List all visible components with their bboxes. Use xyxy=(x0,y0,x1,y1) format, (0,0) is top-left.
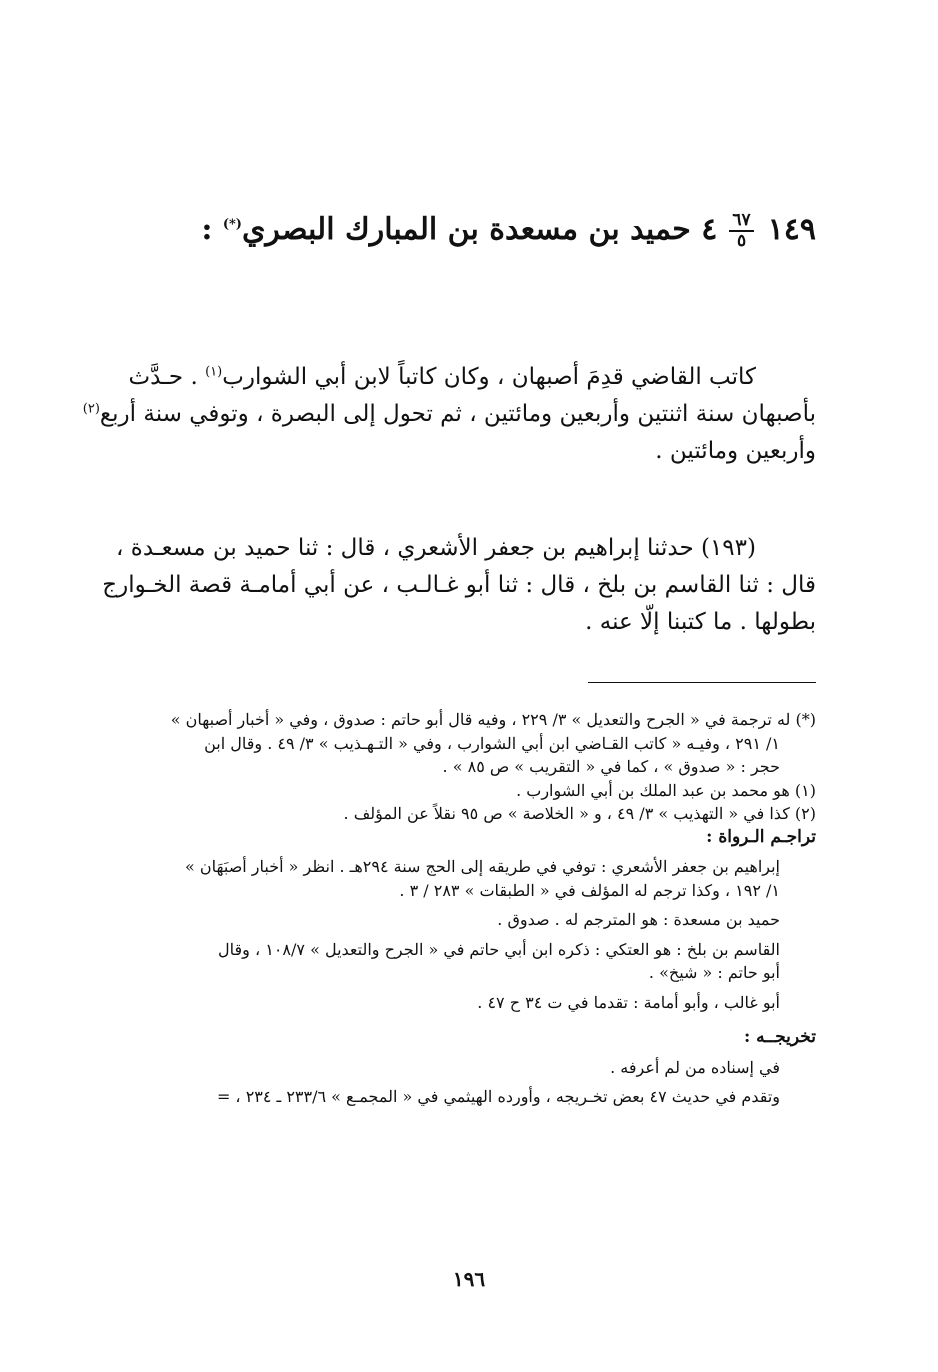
takhrij-line: وتقدم في حديث ٤٧ بعض تخـريجه ، وأورده الهيثمي في « المجمـع » ٢٣٣/٦ ـ ٢٣٤ ، = xyxy=(216,1087,780,1106)
narrator-line: حميد بن مسعدة : هو المترجم له . صدوق . xyxy=(497,910,780,929)
biography-paragraph xyxy=(82,359,816,470)
entry-title: ٤ حميد بن مسعدة بن المبارك البصري xyxy=(241,212,718,247)
entry-heading xyxy=(90,210,816,250)
footnote-mark-star: (*) xyxy=(222,217,242,232)
biography-text: . حـدَّث xyxy=(128,364,206,390)
reference-fraction xyxy=(729,212,753,250)
takhrij-line: في إسناده من لم أعرفه . xyxy=(610,1057,780,1077)
entry-title-end: : xyxy=(201,212,223,247)
footnote-line: (٢) كذا في « التهذيب » ٣/ ٤٩ ، و « الخلاصة » ص ٩٥ نقلاً عن المؤلف . xyxy=(343,804,816,823)
biography-text: بأصبهان سنة اثنتين وأربعين ومائتين ، ثم تحول إلى البصرة ، وتوفي سنة أربع xyxy=(99,401,816,427)
footnote-mark-1: (١) xyxy=(205,364,223,380)
takhrij-heading: تخريجــه : xyxy=(743,1027,816,1047)
footnote-mark-2: (٢) xyxy=(82,401,100,417)
entry-number: ١٤٩ xyxy=(767,212,816,247)
narrator-line: القاسم بن بلخ : هو العتكي : ذكره ابن أبي حاتم في « الجرح والتعديل » ١٠٨/٧ ، وقال xyxy=(218,939,780,959)
narrator-line: أبو حاتم : « شيخ» . xyxy=(648,963,780,982)
biography-line: وأربعين ومائتين . xyxy=(655,438,816,464)
footnote-line: حجر : « صدوق » ، كما في « التقريب » ص ٨٥ » . xyxy=(442,757,780,776)
narrator-line: أبو غالب ، وأبو أمامة : تقدما في ت ٣٤ ح ٤٧ . xyxy=(477,992,780,1012)
reference-denominator: ٥ xyxy=(736,231,747,251)
footnote-line: ١/ ٢٩١ ، وفيـه « كاتب القـاضي ابن أبي الشوارب ، وفي « التـهـذيب » ٣/ ٤٩ . وقال ابن xyxy=(204,733,780,753)
narrators-heading: تراجـم الـرواة : xyxy=(706,826,816,847)
narrator-line: ١/ ١٩٢ ، وكذا ترجم له المؤلف في « الطبقات » ٢٨٣ / ٣ . xyxy=(399,880,780,900)
biography-line xyxy=(102,359,816,396)
hadith-line: بطولها . ما كتبنا إلّا عنه . xyxy=(585,609,816,635)
biography-text: كاتب القاضي قدِمَ أصبهان ، وكان كاتباً لابن أبي الشوارب xyxy=(222,364,756,390)
narrator-line: إبراهيم بن جعفر الأشعري : توفي في طريقه إلى الحج سنة ٢٩٤هـ . انظر « أخبار أصبَهَان » xyxy=(184,857,780,876)
hadith-line: (١٩٣) حدثنا إبراهيم بن جعفر الأشعري ، قال : ثنا حميد بن مسعـدة ، xyxy=(116,535,756,561)
hadith-paragraph xyxy=(102,530,816,641)
footnote-separator xyxy=(588,682,816,683)
hadith-line: قال : ثنا القاسم بن بلخ ، قال : ثنا أبو غـالـب ، عن أبي أمامـة قصة الخـوارج xyxy=(102,572,816,598)
page-number: ١٩٦ xyxy=(452,1267,486,1291)
footnotes-block xyxy=(102,708,816,1109)
biography-line xyxy=(82,396,816,433)
footnote-line: (١) هو محمد بن عبد الملك بن أبي الشوارب . xyxy=(516,780,816,800)
reference-numerator: ٦٧ xyxy=(729,212,753,232)
footnote-line: (*) له ترجمة في « الجرح والتعديل » ٣/ ٢٢٩ ، وفيه قال أبو حاتم : صدوق ، وفي « أخبار أصبهان » xyxy=(170,710,816,729)
